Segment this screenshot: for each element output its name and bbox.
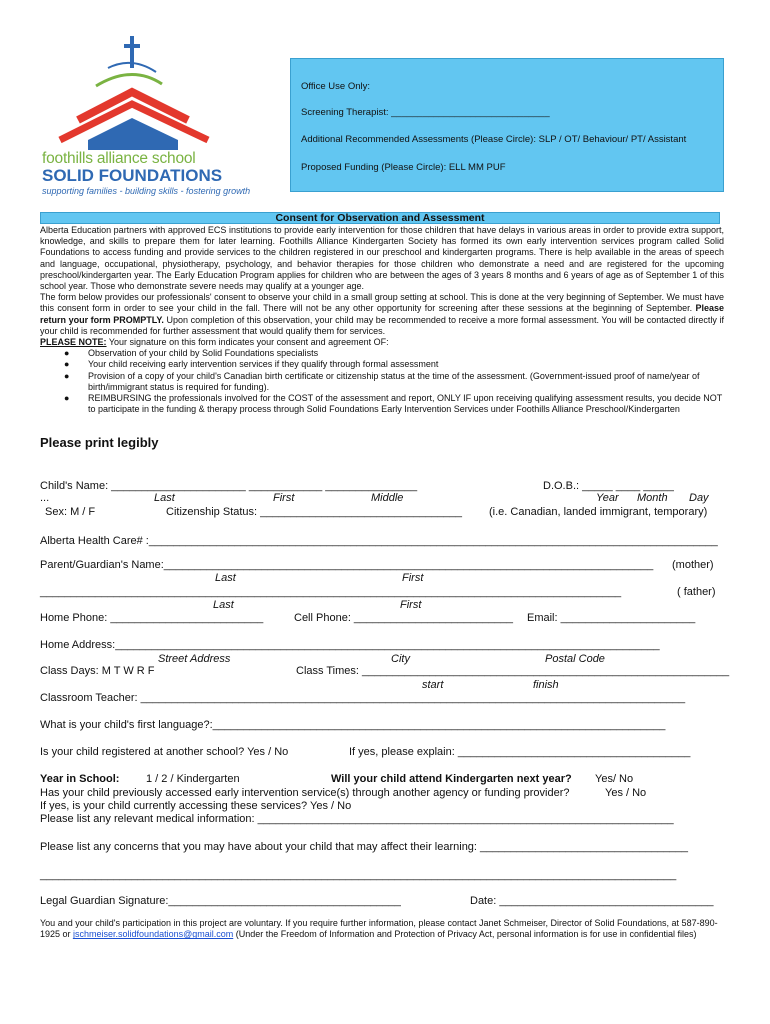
consent-bullet bbox=[64, 348, 724, 359]
last-name-caption: Last bbox=[154, 492, 175, 504]
ellipsis-text: ... bbox=[40, 492, 50, 504]
parent-name-field[interactable]: Parent/Guardian's Name:________________________________________________________________________________ bbox=[40, 559, 654, 571]
consent-paragraph-2c: Upon completion of this observation, your child may be recommended to receive a more formal assessment. You will be contacted directly if your child is recommended for further assessment that would qualify them for services. bbox=[40, 314, 724, 336]
bullet-icon: ● bbox=[64, 359, 70, 370]
class-times-field[interactable]: Class Times: ____________________________________________________________ bbox=[296, 665, 730, 677]
previous-services-question: Has your child previously accessed early intervention service(s) through another agency or funding provider? bbox=[40, 787, 570, 799]
print-legibly-heading: Please print legibly bbox=[40, 435, 159, 450]
middle-name-caption: Middle bbox=[371, 492, 404, 504]
citizenship-hint: (i.e. Canadian, landed immigrant, temporary) bbox=[489, 506, 708, 518]
year-in-school-options[interactable]: 1 / 2 / Kindergarten bbox=[146, 773, 240, 785]
dob-field[interactable]: D.O.B.: _____ ____ _____ bbox=[543, 480, 674, 492]
year-caption: Year bbox=[596, 492, 619, 504]
consent-paragraph-1: Alberta Education partners with approved ECS institutions to provide early intervention for those children that have delays in various areas in order to provide extra support, knowledge, and skills to prepare them for later learning. Foothills Alliance Kindergarten Society has formed its own early intervention services program called Solid Foundations to access funding and provide services to the children registered in our preschool and kindergarten programs. There is help available in the areas of speech and language, occupational, physiotherapy, psychology, and behavior therapies for those children who demonstrate a need and are registered for the upcoming preschool/kindergarten year. The Early Education Program applies for children who are between the ages of 3 years 8 months and 6 years of age as of September 1 of this school year. Those who demonstrate severe needs may qualify at a younger age. bbox=[40, 225, 724, 292]
office-use-box bbox=[290, 58, 724, 192]
city-caption: City bbox=[391, 653, 410, 665]
office-use-title: Office Use Only: bbox=[301, 81, 370, 92]
signature-date-field[interactable]: Date: ___________________________________ bbox=[470, 895, 714, 907]
father-last-caption: Last bbox=[213, 599, 234, 611]
father-first-caption: First bbox=[400, 599, 422, 611]
screening-therapist-field[interactable]: Screening Therapist: ______________________________ bbox=[301, 107, 550, 118]
recommended-assessments-field[interactable]: Additional Recommended Assessments (Please Circle): SLP / OT/ Behaviour/ PT/ Assistant bbox=[301, 134, 687, 145]
logo-line-2: SOLID FOUNDATIONS bbox=[42, 166, 223, 185]
mother-caption: (mother) bbox=[672, 559, 714, 571]
please-note-label: PLEASE NOTE: bbox=[40, 337, 107, 348]
classroom-teacher-field[interactable]: Classroom Teacher: _________________________________________________________________________________________ bbox=[40, 692, 686, 704]
street-address-caption: Street Address bbox=[158, 653, 231, 665]
month-caption: Month bbox=[637, 492, 668, 504]
parent-first-caption: First bbox=[402, 572, 424, 584]
logo-tagline: supporting families - building skills - fostering growth bbox=[42, 186, 251, 196]
bullet-icon: ● bbox=[64, 393, 70, 404]
first-language-field[interactable]: What is your child's first language?:__________________________________________________________________________ bbox=[40, 719, 666, 731]
sex-field[interactable]: Sex: M / F bbox=[45, 506, 96, 518]
kindergarten-next-year-question: Will your child attend Kindergarten next year? bbox=[331, 773, 572, 785]
bullet-text: Observation of your child by Solid Foundations specialists bbox=[88, 348, 319, 359]
return-promptly-text: Please return your form PROMPTLY. bbox=[40, 303, 724, 325]
bullet-text: Provision of a copy of your child's Canadian birth certificate or citizenship status at the time of the assessment. (Government-issued proof of name/year of birth/immigrant status is required for funding). bbox=[88, 370, 700, 392]
consent-paragraph-2a: The form below provides our professionals' consent to observe your child in a small group setting at school. This is done at the very beginning of September. We must have this consent form in order to see your child in the fall. There will not be any other opportunity for screening after these sessions at the beginning of September. bbox=[40, 292, 724, 314]
bullet-icon: ● bbox=[64, 370, 70, 381]
father-caption: ( father) bbox=[677, 586, 716, 598]
medical-info-field[interactable]: Please list any relevant medical information: ____________________________________________________________________ bbox=[40, 813, 674, 825]
footer-text-1: You and your child's participation in this project are voluntary. If you require further information, please contact Janet Schmeiser, Director of Solid Foundations, at 587-890-1925 or bbox=[40, 918, 718, 940]
first-name-caption: First bbox=[273, 492, 295, 504]
concerns-field[interactable]: Please list any concerns that you may have about your child that may affect their learning: __________________________________ bbox=[40, 841, 689, 853]
consent-paragraph-2 bbox=[40, 292, 724, 337]
consent-bullet bbox=[64, 393, 724, 415]
child-name-field[interactable]: Child's Name: ______________________ ____________ _______________ bbox=[40, 480, 418, 492]
father-name-field[interactable]: _______________________________________________________________________________________________ bbox=[40, 586, 622, 598]
contact-email-link[interactable]: jschmeiser.solidfoundations@gmail.com bbox=[73, 929, 234, 940]
logo-line-1: foothills alliance school bbox=[42, 150, 196, 167]
consent-bullet bbox=[64, 370, 724, 393]
parent-last-caption: Last bbox=[215, 572, 236, 584]
postal-code-caption: Postal Code bbox=[545, 653, 605, 665]
please-note-line bbox=[40, 337, 724, 348]
start-caption: start bbox=[422, 679, 444, 691]
concerns-extra-line[interactable]: ________________________________________________________________________________________________________ bbox=[40, 869, 677, 881]
footer-text-2: (Under the Freedom of Information and Protection of Privacy Act, personal information is for use in confidential files) bbox=[233, 929, 697, 940]
other-school-question[interactable]: Is your child registered at another school? Yes / No bbox=[40, 746, 289, 758]
cell-phone-field[interactable]: Cell Phone: __________________________ bbox=[294, 612, 513, 624]
health-care-field[interactable]: Alberta Health Care# :_____________________________________________________________________________________________ bbox=[40, 535, 718, 547]
please-note-text: Your signature on this form indicates your consent and agreement OF: bbox=[106, 337, 389, 348]
bullet-text: REIMBURSING the professionals involved for the COST of the assessment and report, ONLY IF upon receiving qualifying assessment results, you decide NOT to participate in the funding & therapy process through Solid Foundations Early Intervention Services under Foothills Alliance Preschool/Kindergarten bbox=[88, 393, 723, 415]
consent-heading: Consent for Observation and Assessment bbox=[40, 212, 720, 224]
previous-services-answer[interactable]: Yes / No bbox=[605, 787, 647, 799]
year-in-school-label: Year in School: bbox=[40, 773, 120, 785]
guardian-signature-field[interactable]: Legal Guardian Signature:______________________________________ bbox=[40, 895, 401, 907]
bullet-icon: ● bbox=[64, 348, 70, 359]
finish-caption: finish bbox=[533, 679, 559, 691]
day-caption: Day bbox=[689, 492, 709, 504]
other-school-explain-field[interactable]: If yes, please explain: ______________________________________ bbox=[349, 746, 691, 758]
proposed-funding-field[interactable]: Proposed Funding (Please Circle): ELL MM PUF bbox=[301, 162, 506, 173]
consent-bullet bbox=[64, 359, 724, 370]
consent-body bbox=[40, 225, 724, 415]
class-days-field[interactable]: Class Days: M T W R F bbox=[40, 665, 155, 677]
bullet-text: Your child receiving early intervention services if they qualify through formal assessment bbox=[88, 359, 439, 370]
email-field[interactable]: Email: ______________________ bbox=[527, 612, 696, 624]
current-services-question[interactable]: If yes, is your child currently accessing these services? Yes / No bbox=[40, 800, 352, 812]
kindergarten-next-year-answer[interactable]: Yes/ No bbox=[595, 773, 634, 785]
consent-bullet-list bbox=[40, 348, 724, 415]
home-phone-field[interactable]: Home Phone: _________________________ bbox=[40, 612, 264, 624]
footer-note bbox=[40, 918, 724, 941]
citizenship-field[interactable]: Citizenship Status: _________________________________ bbox=[166, 506, 463, 518]
home-address-field[interactable]: Home Address:_________________________________________________________________________________________ bbox=[40, 639, 660, 651]
